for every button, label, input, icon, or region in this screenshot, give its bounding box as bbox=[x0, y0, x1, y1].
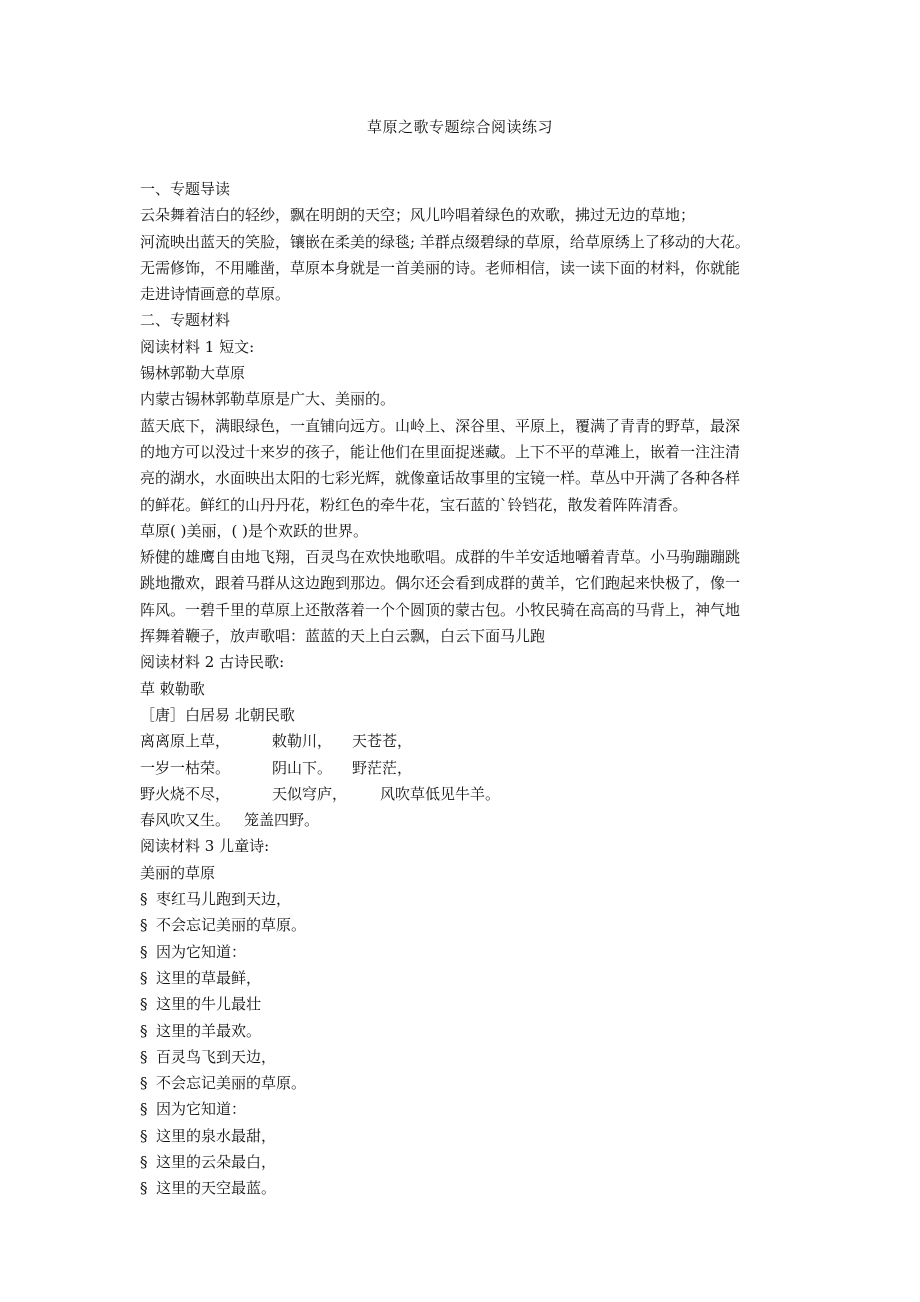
material3-label: 阅读材料 3 儿童诗: bbox=[140, 837, 270, 856]
section-mark: § bbox=[140, 1126, 148, 1145]
poem-line-text: 这里的天空最蓝。 bbox=[156, 1179, 277, 1198]
poem-line bbox=[140, 1123, 790, 1149]
poem-line-text: 这里的泉水最甜， bbox=[156, 1126, 277, 1145]
poem-cell: 春风吹又生。 bbox=[140, 811, 231, 830]
poem-line-text: 这里的羊最欢。 bbox=[156, 1021, 262, 1040]
poem-row bbox=[140, 728, 790, 754]
poem-line-text: 因为它知道： bbox=[156, 1100, 247, 1119]
poem-row bbox=[140, 755, 790, 781]
document-body bbox=[140, 176, 790, 1202]
poem-line bbox=[140, 1018, 790, 1044]
material1-line: 挥舞着鞭子，放声歌唱：蓝蓝的天上白云飘，白云下面马儿跑 bbox=[140, 627, 546, 646]
section-mark: § bbox=[140, 1021, 148, 1040]
material1-fill-blank: 草原( )美丽，( )是个欢跃的世界。 bbox=[140, 521, 368, 540]
material1-title: 锡林郭勒大草原 bbox=[140, 364, 246, 383]
material1-line: 的鲜花。鲜红的山丹丹花，粉红色的牵牛花，宝石蓝的`铃铛花，散发着阵阵清香。 bbox=[140, 495, 688, 514]
intro-line: 走进诗情画意的草原。 bbox=[140, 285, 291, 304]
material3-title: 美丽的草原 bbox=[140, 863, 216, 882]
intro-line: 河流映出蓝天的笑脸，镶嵌在柔美的绿毯; 羊群点缀碧绿的草原，给草原绣上了移动的大花。 bbox=[140, 232, 750, 251]
intro-line: 无需修饰，不用雕凿，草原本身就是一首美丽的诗。老师相信，读一读下面的材料，你就能 bbox=[140, 258, 741, 277]
section-mark: § bbox=[140, 995, 148, 1014]
material2-authors: ［唐］白居易 北朝民歌 bbox=[140, 705, 295, 724]
section-mark: § bbox=[140, 968, 148, 987]
poem-line-text: 因为它知道： bbox=[156, 942, 247, 961]
section-mark: § bbox=[140, 1074, 148, 1093]
poem-cell: 笼盖四野。 bbox=[244, 811, 320, 830]
poem-cell: 敕勒川， bbox=[272, 732, 333, 751]
poem-line bbox=[140, 1044, 790, 1070]
poem-line bbox=[140, 912, 790, 938]
poem-line bbox=[140, 939, 790, 965]
poem-line bbox=[140, 1096, 790, 1122]
poem-line-text: 百灵鸟飞到天边， bbox=[156, 1047, 277, 1066]
material1-line: 蓝天底下，满眼绿色，一直铺向远方。山岭上、深谷里、平原上，覆满了青青的野草，最深 bbox=[140, 416, 741, 435]
poem-row bbox=[140, 807, 790, 833]
poem-line-text: 不会忘记美丽的草原。 bbox=[156, 916, 307, 935]
poem-line-text: 不会忘记美丽的草原。 bbox=[156, 1074, 307, 1093]
material2-label: 阅读材料 2 古诗民歌: bbox=[140, 653, 285, 672]
section-mark: § bbox=[140, 890, 148, 909]
poem-row bbox=[140, 781, 790, 807]
poem-line-text: 这里的草最鲜， bbox=[156, 968, 262, 987]
material1-line: 亮的湖水，水面映出太阳的七彩光辉，就像童话故事里的宝镜一样。草丛中开满了各种各样 bbox=[140, 469, 741, 488]
poem-cell: 天苍苍， bbox=[352, 732, 413, 751]
poem-line bbox=[140, 1070, 790, 1096]
poem-cell: 阴山下。 bbox=[272, 758, 333, 777]
poem-cell: 野火烧不尽， bbox=[140, 784, 231, 803]
poem-cell: 天似穹庐， bbox=[272, 784, 348, 803]
poem-cell: 野茫茫， bbox=[352, 758, 413, 777]
intro-heading: 一、专题导读 bbox=[140, 180, 231, 198]
poem-line bbox=[140, 1149, 790, 1175]
poem-cell: 一岁一枯荣。 bbox=[140, 758, 231, 777]
poem-line bbox=[140, 965, 790, 991]
section-mark: § bbox=[140, 1179, 148, 1198]
section-mark: § bbox=[140, 916, 148, 935]
page-title: 草原之歌专题综合阅读练习 bbox=[366, 118, 553, 136]
section-mark: § bbox=[140, 942, 148, 961]
poem-line-text: 这里的云朵最白， bbox=[156, 1152, 277, 1171]
material1-line: 跳地撒欢，跟着马群从这边跑到那边。偶尔还会看到成群的黄羊，它们跑起来快极了，像一 bbox=[140, 574, 741, 593]
section-mark: § bbox=[140, 1047, 148, 1066]
material2-titles: 草 敕勒歌 bbox=[140, 679, 205, 698]
material1-line: 内蒙古锡林郭勒草原是广大、美丽的。 bbox=[140, 390, 396, 409]
poem-line bbox=[140, 886, 790, 912]
section-mark: § bbox=[140, 1152, 148, 1171]
material1-line: 阵风。一碧千里的草原上还散落着一个个圆顶的蒙古包。小牧民骑在高高的马背上，神气地 bbox=[140, 600, 741, 619]
poem-cell: 风吹草低见牛羊。 bbox=[380, 784, 501, 803]
material1-line: 矫健的雄鹰自由地飞翔，百灵鸟在欢快地歌唱。成群的牛羊安适地嚼着青草。小马驹蹦蹦跳 bbox=[140, 548, 741, 567]
poem-line bbox=[140, 991, 790, 1017]
poem-cell: 离离原上草， bbox=[140, 732, 231, 751]
poem-line-text: 这里的牛儿最壮 bbox=[156, 995, 262, 1014]
material1-label: 阅读材料 1 短文: bbox=[140, 337, 255, 356]
poem-line-text: 枣红马儿跑到天边， bbox=[156, 890, 292, 909]
intro-line: 云朵舞着洁白的轻纱，飘在明朗的天空；风儿吟唱着绿色的欢歌，拂过无边的草地； bbox=[140, 206, 696, 225]
section-mark: § bbox=[140, 1100, 148, 1119]
poem-line bbox=[140, 1175, 790, 1201]
materials-heading: 二、专题材料 bbox=[140, 311, 231, 330]
material1-line: 的地方可以没过十来岁的孩子，能让他们在里面捉迷藏。上下不平的草滩上，嵌着一注注清 bbox=[140, 442, 741, 461]
